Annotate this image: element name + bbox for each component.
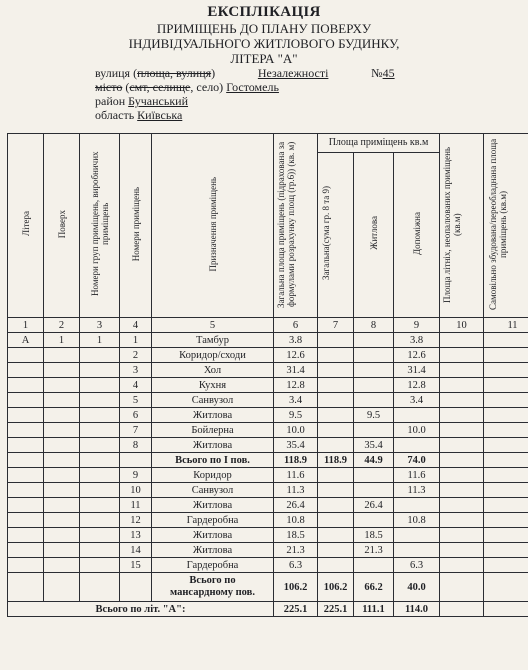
col-purpose-header: Призначення приміщень: [207, 176, 218, 272]
title-line-2: ПРИМІЩЕНЬ ДО ПЛАНУ ПОВЕРХУ: [156, 21, 372, 36]
column-number-row: [8, 318, 528, 333]
column-number: 8: [354, 318, 394, 333]
table-row: 3 Хол 31.4 31.4: [8, 363, 528, 378]
district-value: Бучанський: [128, 94, 189, 108]
table-row: 6 Житлова 9.5 9.5: [8, 408, 528, 423]
column-number: 5: [152, 318, 274, 333]
table-row: 14 Житлова 21.3 21.3: [8, 543, 528, 558]
floor2-rows: [8, 468, 528, 573]
table-row: 7 Бойлерна 10.0 10.0: [8, 423, 528, 438]
street-value: Незалежності: [257, 66, 329, 80]
house-number: 45: [382, 66, 395, 80]
document-title-block: [0, 4, 528, 66]
column-number: 7: [318, 318, 354, 333]
table-row: 11 Житлова 26.4 26.4: [8, 498, 528, 513]
table-row: 10 Санвузол 11.3 11.3: [8, 483, 528, 498]
district-line: район Бучанський: [95, 94, 278, 108]
col-unauthorized-area-header: Самовільно збудована/переобладнана площа приміщень (кв.м): [487, 138, 508, 310]
title-line-3: ІНДИВІДУАЛЬНОГО ЖИТЛОВОГО БУДИНКУ,: [128, 36, 400, 51]
table-row: 12 Гардеробна 10.8 10.8: [8, 513, 528, 528]
title-line-4: ЛІТЕРА "А": [230, 51, 298, 66]
town-value: Гостомель: [226, 80, 279, 94]
col-sum-header: Загальна(сума гр. 8 та 9): [320, 186, 331, 281]
total-all-row: Всього по літ. "А": 225.1 225.1 111.1 114.0: [8, 602, 528, 617]
total-floor1-row: Всього по І пов. 118.9 118.9 44.9 74.0: [8, 453, 528, 468]
table-row: 2 Коридор/сходи 12.6 12.6: [8, 348, 528, 363]
table-row: 15 Гардеробна 6.3 6.3: [8, 558, 528, 573]
explication-table: [7, 133, 528, 617]
table-row: 8 Житлова 35.4 35.4: [8, 438, 528, 453]
town-line: місто (смт, селище, село) Гостомель: [95, 80, 376, 94]
street-line: вулиця (площа, вулиця) Незалежності №45: [95, 66, 395, 80]
col-group-header: Номери груп приміщень, виробничих приміщень: [89, 151, 110, 297]
area-group-header: Площа приміщень кв.м: [318, 134, 440, 153]
column-number: 9: [394, 318, 440, 333]
region-line: область Київська: [95, 108, 287, 122]
col-letter-header: Літера: [20, 211, 31, 237]
col-summer-area-header: Площа літніх, неопалюваних приміщень (кв.м): [442, 146, 462, 303]
column-number: 11: [484, 318, 528, 333]
region-value: Київська: [137, 108, 183, 122]
col-total-area-header: Загальна площа приміщень (підрахована за формулами розрахунку площ (гр.6)) (кв. м): [276, 140, 296, 308]
column-number: 1: [8, 318, 44, 333]
col-aux-header: Допоміжна: [411, 211, 422, 255]
total-floor2-row: Всього по мансардному пов. 106.2 106.2 66.2 40.0: [8, 573, 528, 602]
table-row: 4 Кухня 12.8 12.8: [8, 378, 528, 393]
column-number: 3: [80, 318, 120, 333]
column-number: 2: [44, 318, 80, 333]
header-row-top: [8, 134, 528, 153]
col-floor-header: Поверх: [56, 209, 67, 239]
col-living-header: Житлова: [368, 216, 379, 251]
table-row: 13 Житлова 18.5 18.5: [8, 528, 528, 543]
table-row: А 1 1 1 Тамбур 3.8 3.8: [8, 333, 528, 348]
table-row: 5 Санвузол 3.4 3.4: [8, 393, 528, 408]
table-row: 9 Коридор 11.6 11.6: [8, 468, 528, 483]
floor1-rows: [8, 333, 528, 453]
document-title: ЕКСПЛІКАЦІЯ: [207, 4, 321, 20]
column-number: 6: [274, 318, 318, 333]
col-room-number-header: Номери приміщень: [130, 186, 141, 262]
column-number: 4: [120, 318, 152, 333]
column-number: 10: [440, 318, 484, 333]
